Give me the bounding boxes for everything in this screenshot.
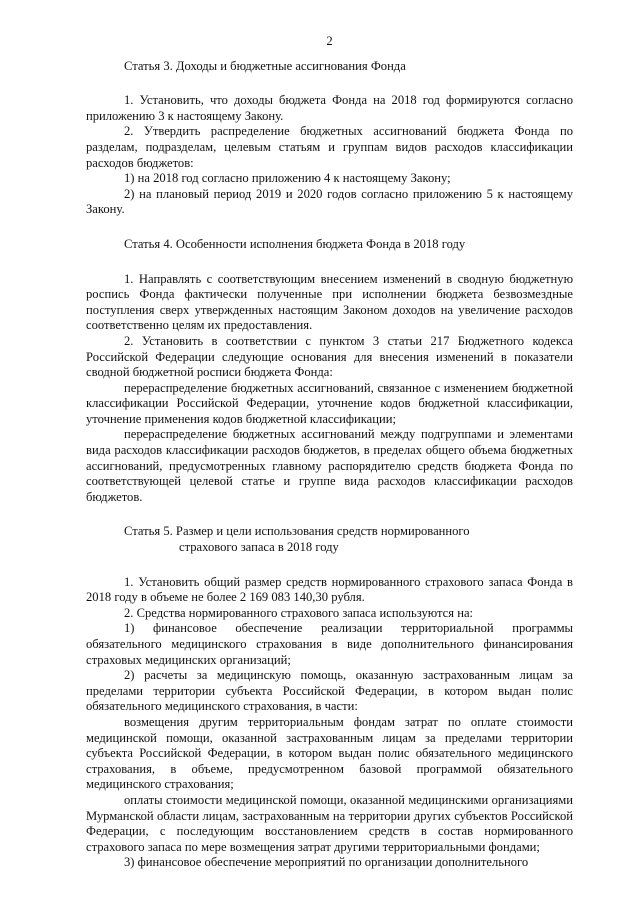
article-4-heading: Статья 4. Особенности исполнения бюджета Фонда в 2018 году xyxy=(124,236,466,251)
page-number: 2 xyxy=(326,34,333,48)
article-5-paragraph: 1. Установить общий размер средств нормированного страхового запаса Фонда в 2018 году в объеме не более 2 169 083 140,30 рубля. xyxy=(86,574,573,605)
article-3-paragraph: 2) на плановый период 2019 и 2020 годов согласно приложению 5 к настоящему Закону. xyxy=(86,186,573,217)
document-page xyxy=(86,34,573,871)
article-5-paragraph: 2. Средства нормированного страхового запаса используются на: xyxy=(124,605,474,620)
article-5-heading-line-2: страхового запаса в 2018 году xyxy=(179,540,339,555)
article-5-paragraph: 3) финансовое обеспечение мероприятий по организации дополнительного xyxy=(124,855,529,870)
article-5-heading xyxy=(86,524,573,555)
article-3-heading: Статья 3. Доходы и бюджетные ассигнования Фонда xyxy=(124,58,406,73)
article-3-paragraph: 1) на 2018 год согласно приложению 4 к настоящему Закону; xyxy=(124,171,451,186)
article-4-paragraph: 1. Направлять с соответствующим внесением изменений в сводную бюджетную роспись Фонда фактически полученные при исполнении бюджета безвозмездные поступления сверх утвержденных настоящим Законом доходов на увеличение расходов соответственно целям их предоставления. xyxy=(86,271,573,333)
article-4-paragraph: перераспределение бюджетных ассигнований между подгруппами и элементами вида расходов классификации расходов бюджетов, в пределах общего объема бюджетных ассигнований, предусмотренных главному распорядителю средств бюджета Фонда по соответствующей целевой статье и группе вида расходов классификации расходов бюджетов. xyxy=(86,427,573,504)
article-3-paragraph: 1. Установить, что доходы бюджета Фонда на 2018 год формируются согласно приложению 3 к настоящему Закону. xyxy=(86,93,573,123)
article-5-paragraph: 2) расчеты за медицинскую помощь, оказанную застрахованным лицам за пределами территории субъекта Российской Федерации, в котором выдан полис обязательного медицинского страхования, в части: xyxy=(86,668,573,714)
article-5-heading-line-1: Статья 5. Размер и цели использования средств нормированного xyxy=(124,524,470,539)
article-5-paragraph: возмещения другим территориальным фондам затрат по оплате стоимости медицинской помощи, оказанной застрахованным лицам за пределами территории субъекта Российской Федерации, в котором выдан полис обязательного медицинского страхования, в объеме, предусмотренном базовой программой обязательного медицинского страхования; xyxy=(86,714,573,792)
article-4-paragraph: 2. Установить в соответствии с пунктом 3 статьи 217 Бюджетного кодекса Российской Федерации следующие основания для внесения изменений в показатели сводной бюджетной росписи бюджета Фонда: xyxy=(86,333,573,380)
article-3-paragraph: 2. Утвердить распределение бюджетных ассигнований бюджета Фонда по разделам, подразделам, целевым статьям и группам видов расходов классификации расходов бюджетов: xyxy=(86,124,573,170)
article-5-paragraph: оплаты стоимости медицинской помощи, оказанной медицинскими организациями Мурманской области лицам, застрахованным на территории других субъектов Российской Федерации, с последующим восстановлением средств в состав нормированного страхового запаса по мере возмещения затрат другими территориальными фондами; xyxy=(86,792,573,854)
article-5-paragraph: 1) финансовое обеспечение реализации территориальной программы обязательного медицинского страхования в виде дополнительного финансирования страховых медицинских организаций; xyxy=(86,621,573,667)
article-4-paragraph: перераспределение бюджетных ассигнований, связанное с изменением бюджетной классификации Российской Федерации, уточнение кодов бюджетной классификации, уточнение применения кодов бюджетной классификации; xyxy=(86,380,573,426)
